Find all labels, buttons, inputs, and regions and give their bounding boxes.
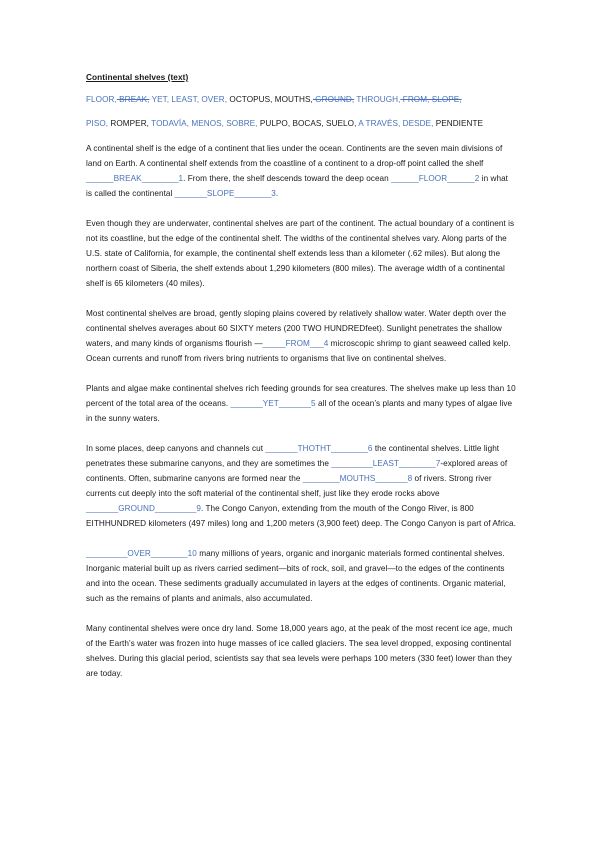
document-body [86, 70, 516, 696]
text-run: . [275, 189, 279, 198]
text-run: in what is called the continental [86, 174, 509, 198]
paragraph [86, 216, 516, 291]
text-run: A continental shelf is the edge of a continent that lies under the ocean. Continents are the seven main divisions of land on Earth. A continental shelf extends from the coastline of a continent to a drop-off point called the shelf [86, 144, 503, 168]
paragraph [86, 441, 516, 531]
paragraph [86, 381, 516, 426]
text-run: Many continental shelves were once dry land. Some 18,000 years ago, at the peak of the most recent ice age, much of the Earth’s water was frozen into huge masses of ice called glaciers. The sea level dropped, exposing continental shelves. During this glacial period, scientists say that sea levels were perhaps 100 meters (330 feet) lower than they are today. [86, 624, 513, 678]
text-run: of rivers. Strong river currents cut deeply into the soft material of the continental shelf, just like they erode rocks above [86, 474, 492, 498]
word-bank-spanish [86, 117, 516, 131]
text-run: -explored areas of continents. Often, submarine canyons are formed near the [86, 459, 508, 483]
word-bank-entry: FLOOR, [86, 95, 117, 104]
text-run: all of the ocean’s plants and many types of algae live in the sunny waters. [86, 399, 513, 423]
text-run: Most continental shelves are broad, gently sloping plains covered by relatively shallow water. Water depth over the continental shelves averages about 60 SIXTY meters (200 TWO HUNDREDfeet). Sunlight penetrates the shallow waters, and many kinds of organisms flourish — [86, 309, 507, 348]
word-bank-entry: GROUND, [312, 95, 355, 104]
word-bank-entry: ROMPER, [108, 119, 149, 128]
word-bank-entry: YET, LEAST, OVER, [149, 95, 228, 104]
text-run: . The Congo Canyon, extending from the mouth of the Congo River, is 800 EITHHUNDRED kilometers (497 miles) long and 1,200 meters (3,900 feet) deep. The Congo Canyon is part of Africa. [86, 504, 516, 528]
answer-blank: _______GROUND_________9 [86, 504, 201, 513]
answer-blank: ______FLOOR______2 [391, 174, 480, 183]
text-run: many millions of years, organic and inorganic materials formed continental shelves. Inorganic material built up as rivers carried sediment—bits of rock, soil, and gravel—to the edges of the continents and into the ocean. These sediments gradually accumulated in layers at the edges of continents. Organic material, such as the remains of plants and animals, also accumulated. [86, 549, 506, 603]
text-run: Plants and algae make continental shelves rich feeding grounds for sea creatures. The shelves make up less than 10 percent of the total area of the oceans. [86, 384, 516, 408]
word-bank-entry: PISO, [86, 119, 109, 128]
page-title: Continental shelves (text) [86, 72, 189, 82]
answer-blank: _____FROM___4 [262, 339, 329, 348]
word-bank-entry: OCTOPUS, MOUTHS, [227, 95, 313, 104]
word-bank-entry: PENDIENTE [433, 119, 484, 128]
text-run: the continental shelves. Little light penetrates these submarine canyons, and they are sometimes the [86, 444, 500, 468]
answer-blank: ________MOUTHS_______8 [302, 474, 413, 483]
text-run: In some places, deep canyons and channels cut [86, 444, 266, 453]
paragraph [86, 621, 516, 681]
answer-blank: _________LEAST________7 [331, 459, 441, 468]
text-run: . From there, the shelf descends toward the deep ocean [183, 174, 392, 183]
paragraph [86, 306, 516, 366]
answer-blank: _______YET_______5 [230, 399, 316, 408]
paragraph [86, 141, 516, 201]
text-run: microscopic shrimp to giant seaweed called kelp. Ocean currents and runoff from rivers bring nutrients to organisms that live on continental shelves. [86, 339, 511, 363]
text-run: Even though they are underwater, continental shelves are part of the continent. The actual boundary of a continent is not its coastline, but the edge of the continental shelf. The widths of the continental shelves vary. Along parts of the U.S. state of California, for example, the continental shelf extends less than a kilometer (.62 miles). But along the northern coast of Siberia, the shelf extends about 1,290 kilometers (800 miles). The average width of a continental shelf is 65 kilometers (40 miles). [86, 219, 515, 288]
word-bank-entry: BREAK, [116, 95, 150, 104]
answer-blank: _______THOTHT________6 [265, 444, 373, 453]
text-body [86, 141, 516, 681]
word-bank-entry: A TRAVÉS, DESDE, [356, 119, 434, 128]
answer-blank: ______BREAK________1 [86, 174, 184, 183]
word-bank-entry: TODAVÍA, MENOS, SOBRE, [148, 119, 258, 128]
word-bank-entry: THROUGH, [354, 95, 401, 104]
answer-blank: _________OVER________10 [86, 549, 197, 558]
word-bank-english [86, 93, 516, 107]
word-bank-entry: FROM, SLOPE, [400, 95, 462, 104]
paragraph [86, 546, 516, 606]
answer-blank: _______SLOPE________3 [174, 189, 276, 198]
word-bank-entry: PULPO, BOCAS, SUELO, [257, 119, 357, 128]
